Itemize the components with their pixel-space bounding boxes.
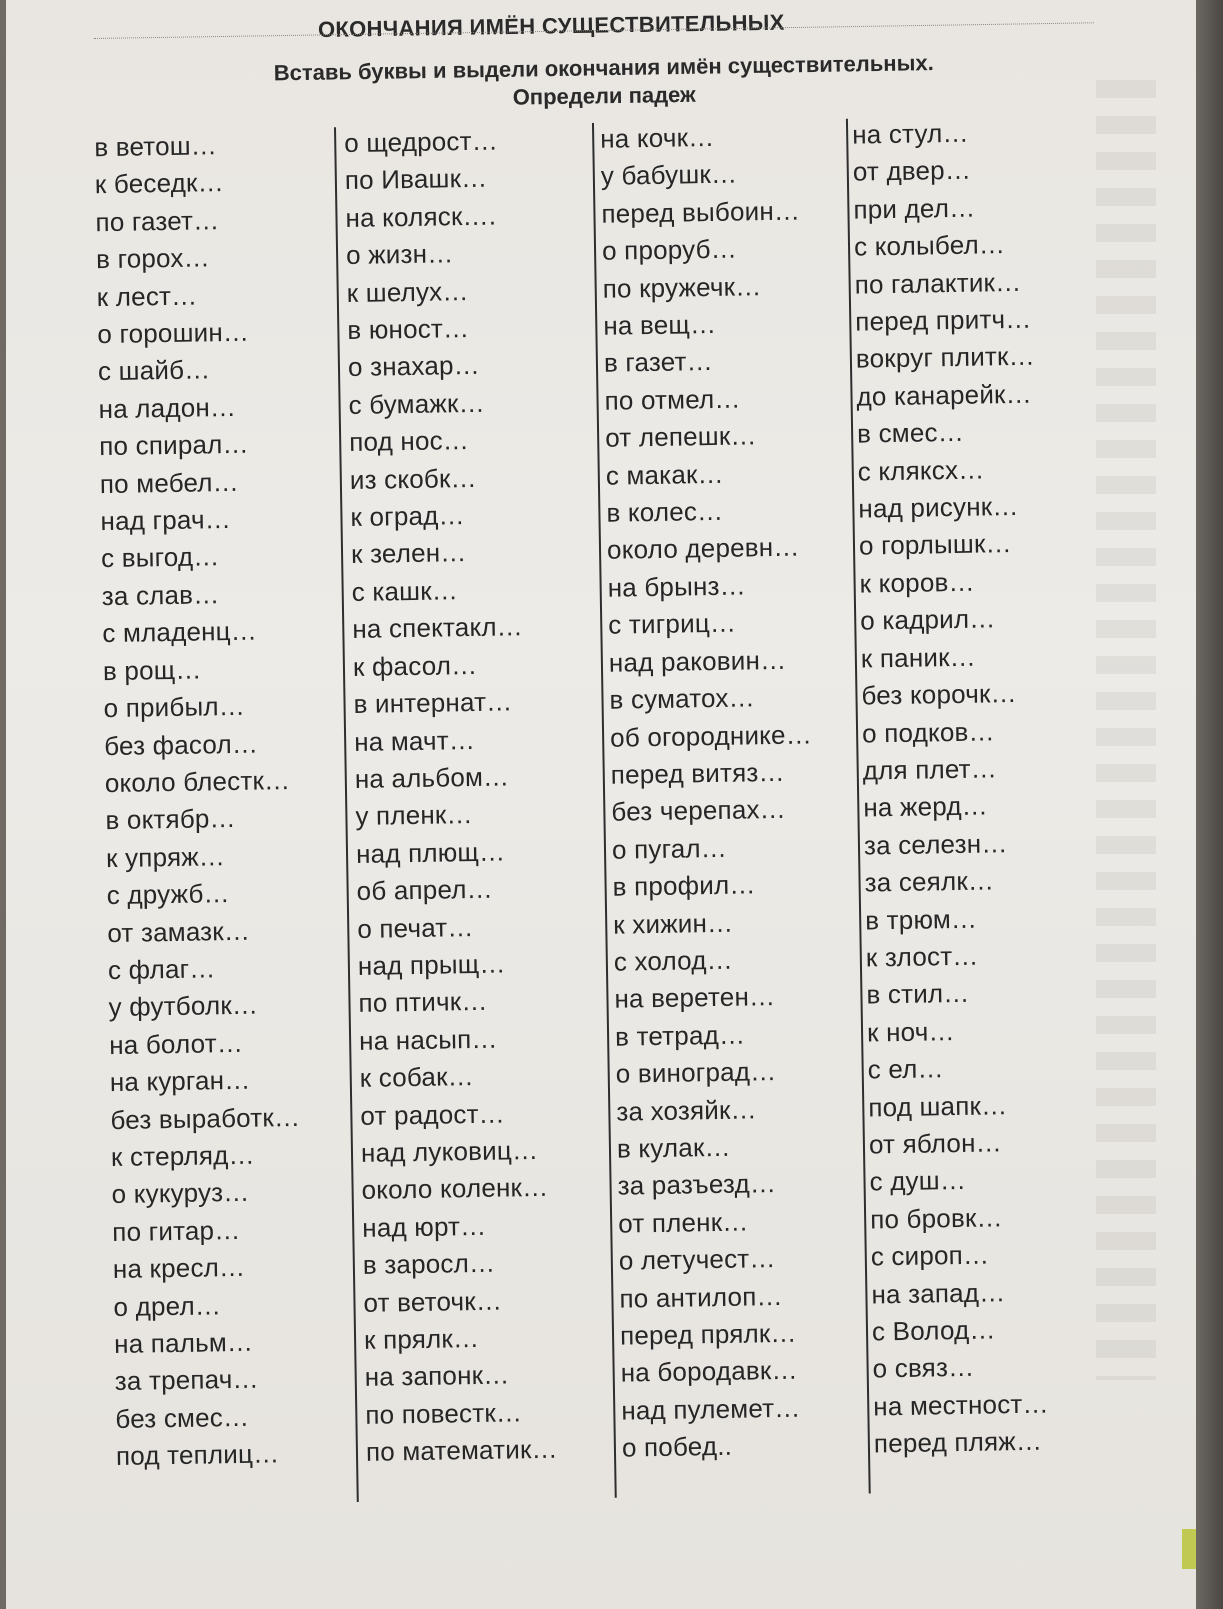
word-item: в горох… (95, 242, 211, 275)
word-item: над луковиц… (360, 1134, 539, 1168)
word-item: за селезн… (863, 827, 1008, 861)
page-title: ОКОНЧАНИЯ ИМЁН СУЩЕСТВИТЕЛЬНЫХ (317, 9, 785, 42)
word-item: о виноград… (615, 1056, 777, 1089)
word-item: на запад… (871, 1276, 1006, 1310)
word-item: о летучест… (618, 1243, 776, 1276)
word-item: для плет… (862, 753, 998, 786)
word-item: о пугал… (611, 832, 728, 865)
word-item: к упряж… (105, 840, 226, 873)
word-item: над плющ… (355, 836, 506, 869)
word-item: на местност… (873, 1388, 1049, 1422)
word-item: на насып… (358, 1023, 498, 1056)
word-item: к фасол… (352, 649, 478, 682)
word-item: около деревн… (606, 532, 800, 566)
word-column-4 (852, 114, 1053, 1463)
word-item: до канарейк… (856, 378, 1033, 412)
word-item: в кулак… (616, 1131, 731, 1164)
word-item: в октябр… (105, 803, 236, 836)
word-item: на альбом… (354, 761, 510, 794)
background-surface (1196, 0, 1223, 1609)
word-item: с сироп… (870, 1239, 990, 1272)
word-item: по отмел… (604, 383, 741, 416)
word-item: на ладон… (98, 391, 237, 425)
word-item: у футболк… (108, 989, 259, 1023)
word-item: около блестк… (104, 764, 291, 799)
worksheet-page (6, 0, 1196, 1609)
word-item: с кляксх… (857, 454, 985, 487)
word-item: за трепач… (114, 1364, 259, 1397)
word-item: о подков… (861, 715, 995, 749)
word-item: за разъезд… (617, 1168, 777, 1202)
word-item: при дел… (853, 192, 976, 225)
word-item: от двер… (852, 155, 972, 188)
word-item: по спирал… (99, 428, 249, 462)
word-item: с макак… (605, 458, 724, 491)
word-item: о знахар… (347, 350, 481, 383)
word-item: по мебел… (99, 466, 240, 499)
word-item: на мачт… (353, 724, 476, 757)
word-item: из скобк… (349, 462, 477, 495)
word-grid (46, 111, 1196, 1550)
word-item: с флаг… (107, 953, 216, 986)
word-item: над грач… (100, 504, 232, 537)
word-item: по бровк… (869, 1202, 1003, 1235)
word-item: по галактик… (854, 266, 1022, 300)
word-item: на курган… (109, 1064, 251, 1098)
word-item: с тигриц… (608, 607, 737, 641)
word-item: по антилоп… (619, 1280, 783, 1314)
word-item: к ноч… (866, 1015, 955, 1048)
word-item: в смес… (856, 417, 965, 449)
word-item: с дружб… (106, 878, 230, 911)
instruction-line-1: Вставь буквы и выдели окончания имён существительных. (273, 50, 934, 86)
word-item: об огороднике… (609, 718, 813, 753)
word-item: на кочк… (599, 121, 715, 154)
word-item: на вещ… (603, 308, 717, 341)
word-item: над рисунк… (858, 490, 1019, 524)
word-item: к стерляд… (110, 1139, 255, 1173)
word-item: о побед.. (621, 1431, 733, 1463)
word-item: в ветош… (94, 130, 218, 163)
word-item: об апрел… (356, 873, 494, 907)
word-item: от веточк… (363, 1285, 503, 1318)
word-item: под теплиц… (115, 1438, 280, 1472)
word-item: от радост… (360, 1098, 506, 1131)
word-item: по повестк… (365, 1397, 523, 1430)
word-item: к собак… (359, 1061, 475, 1094)
word-item: на запонк… (364, 1359, 510, 1393)
word-item: с выгод… (100, 541, 220, 574)
word-item: с колыбел… (853, 229, 1006, 262)
instruction (174, 47, 1035, 117)
word-item: без корочк… (861, 678, 1017, 711)
word-item: о связ… (872, 1352, 975, 1384)
word-item: за сеялк… (864, 865, 995, 898)
word-item: перед витяз… (610, 756, 785, 790)
word-item: к шелух… (346, 275, 469, 308)
word-item: в тетрад… (614, 1019, 746, 1052)
word-item: с холод… (613, 944, 734, 977)
word-item: с ел… (867, 1053, 944, 1085)
word-item: без фасол… (103, 728, 259, 761)
word-item: с младенц… (102, 615, 258, 649)
word-item: с шайб… (97, 354, 211, 387)
word-item: о кадрил… (860, 603, 996, 636)
word-item: по птичк… (358, 986, 488, 1019)
word-item: от замазк… (107, 915, 251, 948)
word-item: в газет… (603, 346, 714, 379)
word-item: перед выбоин… (601, 195, 801, 229)
word-item: от яблон… (868, 1127, 1003, 1160)
word-item: к паник… (860, 641, 977, 674)
word-item: к злост… (865, 940, 979, 973)
word-item: к лест… (96, 280, 198, 312)
word-item: на бородавк… (620, 1355, 798, 1389)
word-item: с бумажк… (348, 387, 485, 420)
word-item: без выработк… (110, 1101, 301, 1135)
word-item: у бабушк… (600, 158, 738, 192)
word-item: к коров… (859, 566, 975, 599)
word-item: о горошин… (97, 316, 250, 350)
word-item: без смес… (115, 1401, 250, 1434)
word-item: о кукуруз… (111, 1177, 250, 1210)
word-item: перед пляж… (873, 1425, 1043, 1459)
word-item: к беседк… (94, 167, 225, 200)
word-item: на болот… (108, 1027, 244, 1060)
word-item: в юност… (347, 313, 470, 346)
word-item: на стул… (851, 117, 969, 150)
word-item: о дрел… (113, 1289, 222, 1322)
word-item: без черепах… (611, 794, 787, 828)
word-column-2 (344, 122, 558, 1472)
word-item: к зелен… (350, 537, 467, 570)
word-item: за слав… (101, 579, 220, 612)
word-item: на брынз… (607, 570, 747, 603)
word-item: о щедрост… (344, 125, 499, 159)
word-item: около коленк… (361, 1172, 549, 1206)
word-item: по кружечк… (602, 270, 762, 304)
word-item: в колес… (606, 495, 724, 528)
word-item: с кашк… (351, 575, 459, 607)
word-item: перед прялк… (619, 1317, 797, 1351)
word-item: в профил… (612, 869, 756, 902)
word-column-1 (94, 126, 306, 1476)
word-item: о печат… (357, 911, 474, 944)
word-item: на веретен… (614, 981, 776, 1015)
word-item: с Волод… (871, 1314, 996, 1347)
word-item: на жерд… (863, 790, 989, 823)
word-item: над раковин… (608, 644, 787, 678)
word-item: в интернат… (353, 686, 513, 720)
word-item: в суматох… (609, 682, 756, 715)
word-item: на пальм… (113, 1326, 254, 1360)
word-item: на спектакл… (352, 611, 524, 645)
word-item: с душ… (869, 1165, 967, 1197)
word-item: к прялк… (363, 1322, 480, 1355)
word-item: по гитар… (112, 1214, 241, 1247)
word-item: за хозяйк… (616, 1093, 757, 1127)
word-item: над прыщ… (357, 948, 506, 981)
word-item: о горлышк… (858, 528, 1012, 562)
word-item: по газет… (95, 204, 220, 238)
word-item: над пулемет… (621, 1392, 801, 1426)
word-item: в стил… (866, 978, 970, 1010)
word-item: перед притч… (855, 303, 1032, 337)
word-item: под шапк… (868, 1089, 1008, 1123)
word-item: над юрт… (361, 1210, 487, 1243)
sticky-note-edge (1182, 1529, 1196, 1569)
word-item: на кресл… (112, 1252, 246, 1285)
word-item: к хижин… (612, 907, 734, 940)
word-item: на коляск…. (345, 200, 497, 233)
instruction-line-2: Определи падеж (512, 81, 696, 110)
word-item: о жизн… (345, 238, 454, 271)
word-item: в рощ… (102, 654, 202, 686)
word-item: о прибыл… (103, 690, 246, 724)
word-item: в заросл… (362, 1247, 496, 1281)
word-item: у пленк… (355, 799, 473, 832)
word-item: вокруг плитк… (855, 341, 1036, 375)
word-item: по Ивашк… (344, 163, 488, 196)
word-item: по математик… (365, 1433, 558, 1468)
word-item: от лепешк… (604, 420, 757, 454)
word-item: под нос… (348, 425, 470, 458)
word-item: о проруб… (601, 233, 738, 267)
word-item: от пленк… (617, 1206, 749, 1239)
word-item: в трюм… (864, 903, 978, 936)
word-item: к оград… (350, 500, 465, 533)
word-column-3 (600, 117, 824, 1467)
